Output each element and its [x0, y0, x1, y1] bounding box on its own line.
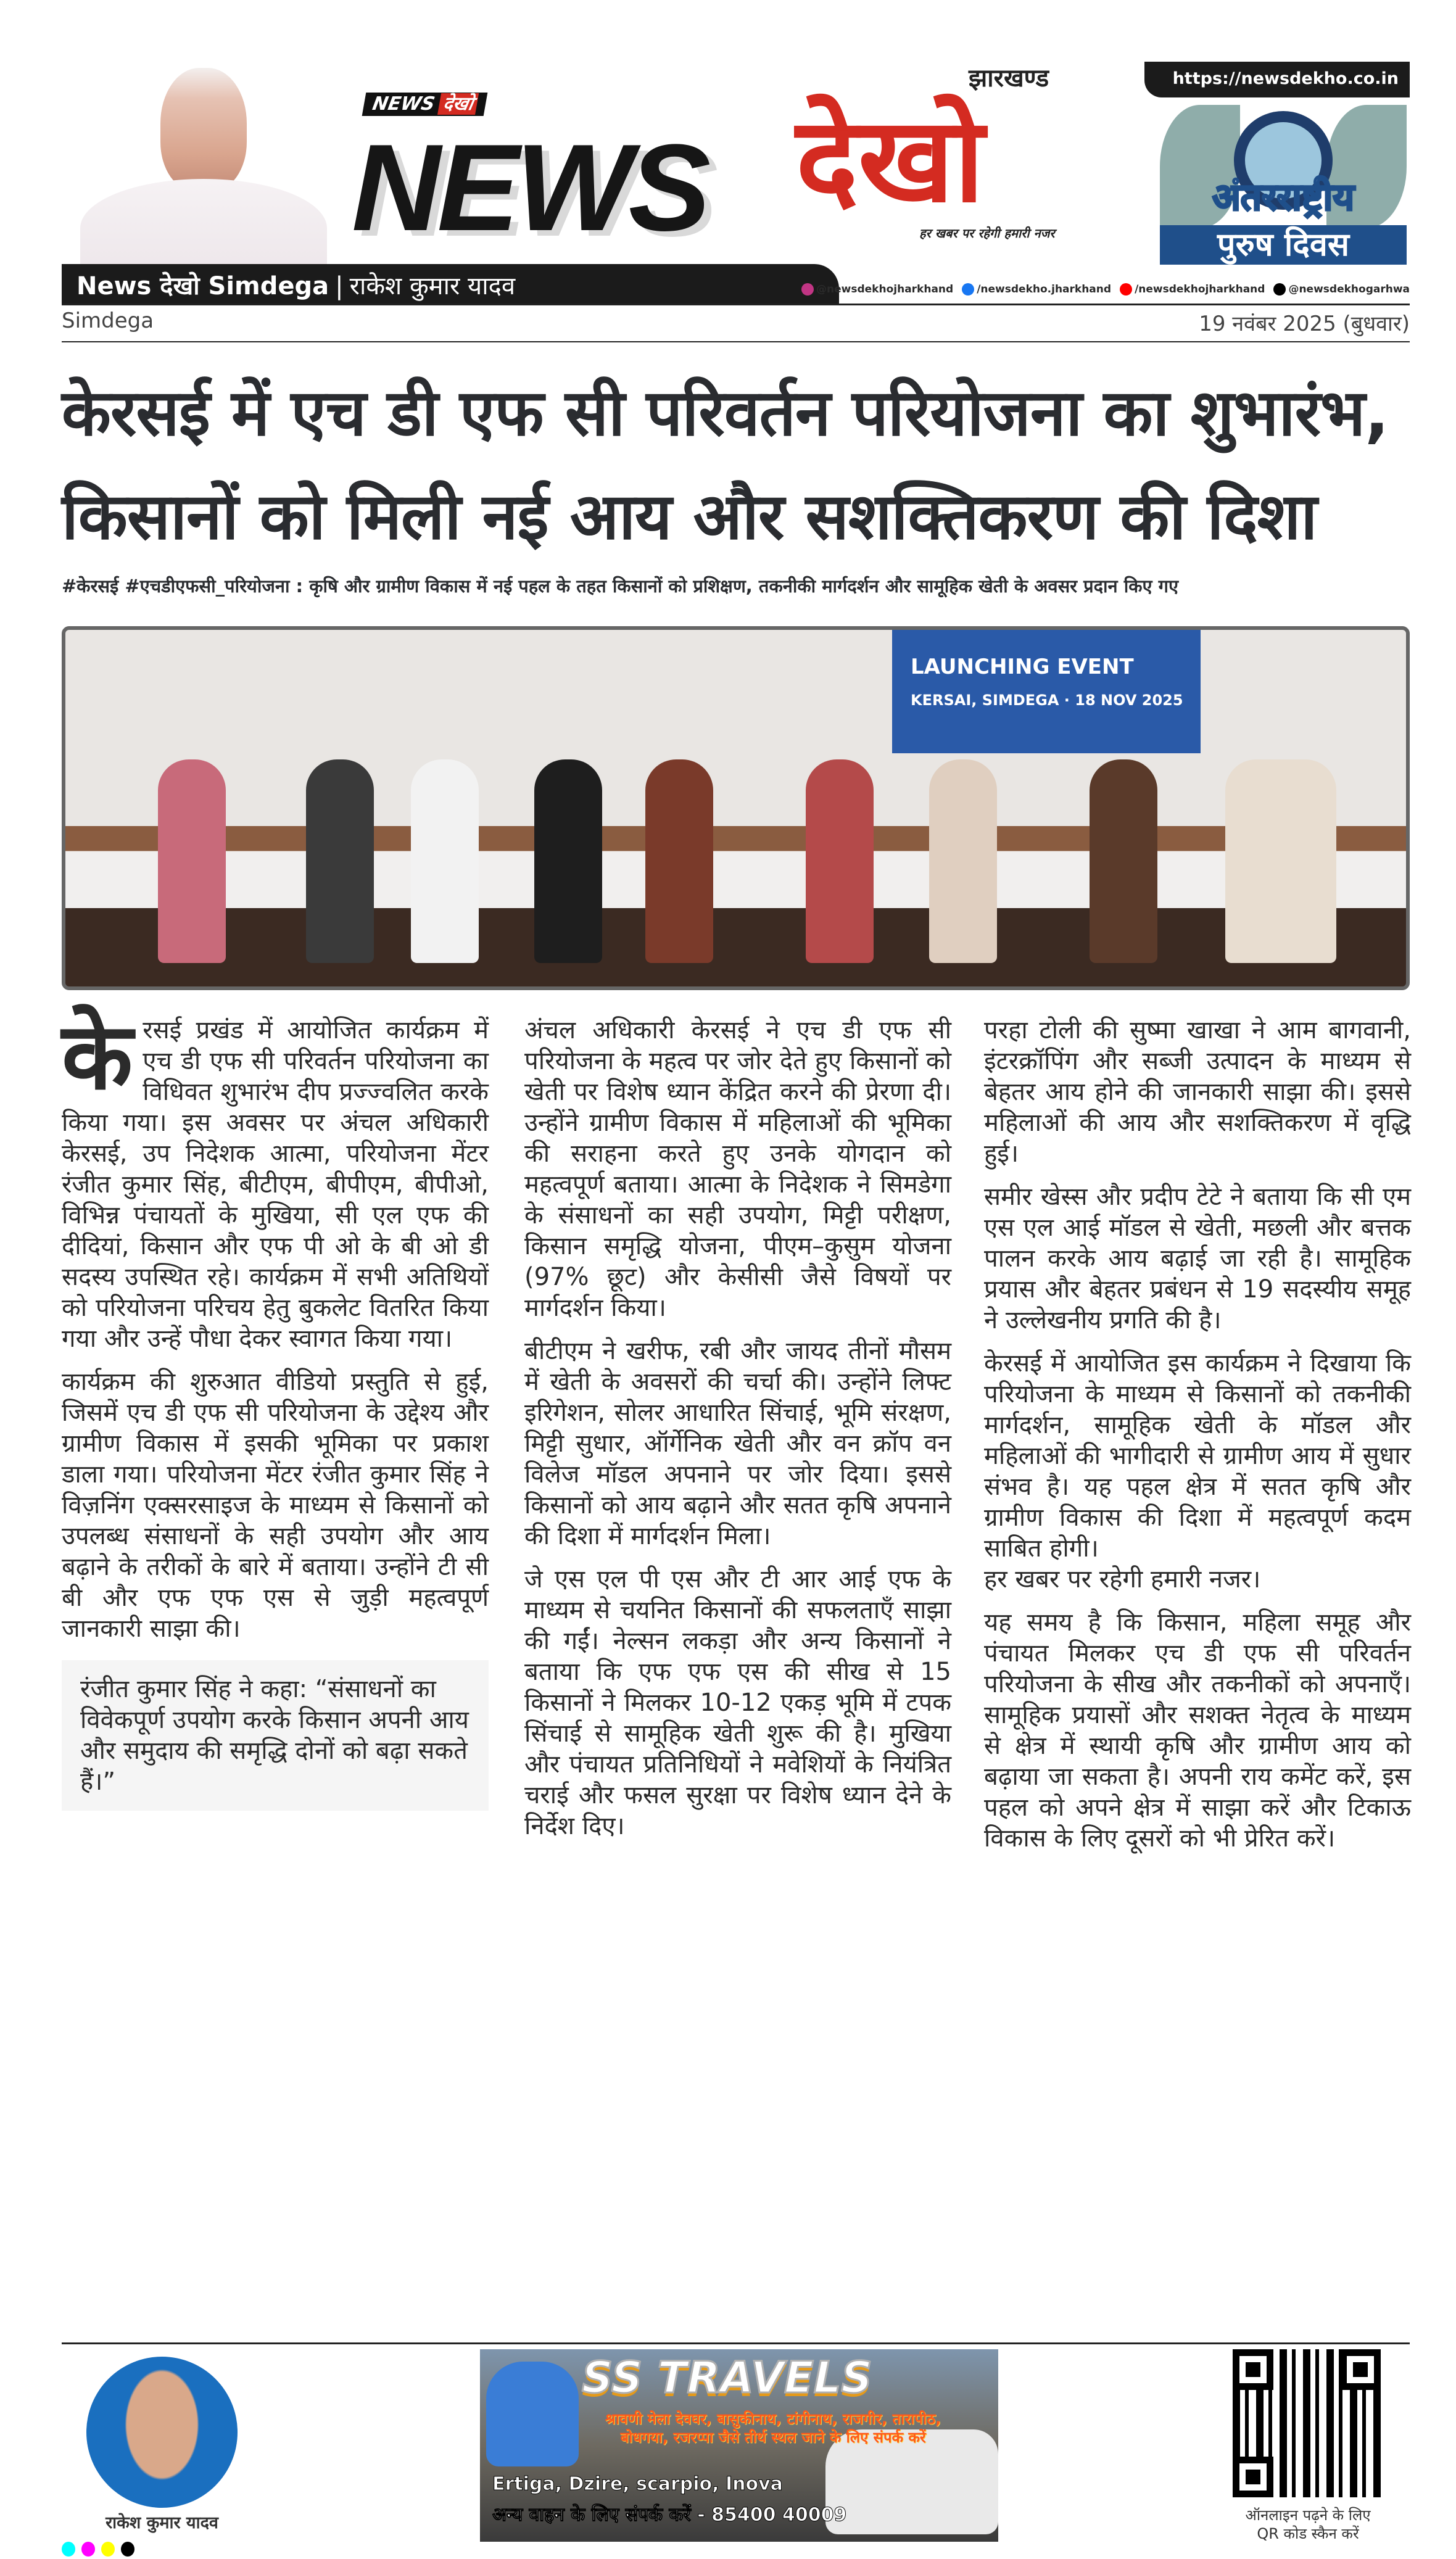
date: 19 नवंबर 2025 (बुधवार) [1199, 312, 1410, 336]
paragraph: समीर खेस्स और प्रदीप टेटे ने बताया कि सी एम एस एल आई मॉडल से खेती, मछली और बत्तक पालन करके आय बढ़ाई जा रही है। सामूहिक प्रयास और बेहतर प्रबंधन से 19 सदस्यीय समूह ने उल्लेखनीय प्रगति की है। [984, 1183, 1411, 1334]
paragraph-text: रसई प्रखंड में आयोजित कार्यक्रम में एच डी एफ सी परिवर्तन परियोजना का विधिवत शुभारंभ दीप प्रज्ज्वलित करके किया गया। इस अवसर पर अंचल अधिकारी केरसई, उप निदेशक आत्मा, परियोजना मेंटर रंजीत कुमार सिंह, बीटीएम, बीपीएम, बीपीओ, विभिन्न पंचायतों के मुखिया, सी एल एफ की दीदियां, किसान और एफ पी ओ के बी ओ डी सदस्य उपस्थित रहे। कार्यक्रम में सभी अतिथियों को परियोजना परिचय हेतु बुकलेट वितरित किया गया और उन्हें पौधा देकर स्वागत किया गया। [62, 1016, 489, 1353]
emblem-line2: पुरुष दिवस [1160, 225, 1407, 265]
cyan-dot [62, 2542, 75, 2557]
reporter-avatar [86, 2357, 238, 2508]
logo-state: झारखण्ड [969, 64, 1049, 93]
paragraph: अंचल अधिकारी केरसई ने एच डी एफ सी परियोजना के महत्व पर जोर देते हुए किसानों को खेती पर विशेष ध्यान केंद्रित करने की प्रेरणा दी। उन्होंने ग्रामीण विकास में महिलाओं की भूमिका की सराहना करते हुए उनके योगदान को महत्वपूर्ण बताया। आत्मा के निदेशक ने सिमडेगा के संसाधनों का सही उपयोग, मिट्टी परीक्षण, किसान समृद्धि योजना, पीएम–कुसुम योजना (97% छूट) और केसीसी जैसे विषयों पर मार्गदर्शन किया। [524, 1016, 951, 1322]
paragraph: बीटीएम ने खरीफ, रबी और जायद तीनों मौसम में खेती के अवसरों की चर्चा की। उन्होंने लिफ्ट इरिगेशन, सोलर आधारित सिंचाई, भूमि संरक्षण, मिट्टी सुधार, ऑर्गेनिक खेती और वन क्रॉप वन विलेज मॉडल अपनाने पर जोर दिया। इससे किसानों को आय बढ़ाने और सतत कृषि अपनाने की दिशा में मार्गदर्शन मिला। [524, 1337, 951, 1550]
qr-caption-line1: ऑनलाइन पढ़ने के लिए [1245, 2507, 1371, 2524]
social-x[interactable] [1273, 283, 1410, 296]
ad-vehicles: Ertiga, Dzire, scarpio, Inova [492, 2473, 783, 2495]
banner-sub: KERSAI, SIMDEGA · 18 NOV 2025 [911, 692, 1183, 709]
youtube-icon [1120, 283, 1132, 296]
mini-logo-news: NEWS [371, 93, 437, 115]
edition-bar [62, 264, 839, 304]
header-rule [62, 304, 1410, 305]
social-instagram[interactable] [801, 283, 953, 296]
location: Simdega [62, 308, 154, 333]
edition-name: News देखो Simdega [77, 272, 329, 300]
facebook-icon [962, 283, 974, 296]
ad-title: SS TRAVELS [582, 2352, 872, 2403]
social-handle: @newsdekhojharkhand [816, 283, 954, 296]
separator: | [335, 272, 344, 300]
paragraph: परहा टोली की सुष्मा खाखा ने आम बागवानी, इंटरक्रॉपिंग और सब्जी उत्पादन के माध्यम से बेहतर आय होने की जानकारी साझा की। इससे महिलाओं की आय और सशक्तिकरण में वृद्धि हुई। [984, 1016, 1411, 1168]
article-column-3 [984, 1015, 1411, 1866]
mens-day-emblem [1160, 105, 1407, 268]
qr-code[interactable] [1233, 2349, 1381, 2497]
tagline-paragraph: हर खबर पर रहेगी हमारी नजर। [984, 1565, 1261, 1594]
pull-quote: रंजीत कुमार सिंह ने कहा: “संसाधनों का विवेकपूर्ण उपयोग करके किसान अपनी आय और समुदाय की समृद्धि दोनों को बढ़ा सकते हैं।” [62, 1660, 489, 1811]
ad-places: श्रावणी मेला देवघर, बासुकीनाथ, टांगीनाथ, राजगीर, तारापीठ, बोधगया, रजरप्पा जैसे तीर्थ स्थल जाने के लिए संपर्क करें [605, 2410, 941, 2446]
paragraph [62, 1003, 489, 1354]
event-photo [62, 626, 1410, 990]
qr-caption [1215, 2506, 1400, 2543]
article-column-1 [62, 1003, 489, 1811]
banner-title: LAUNCHING EVENT [911, 655, 1134, 679]
social-facebook[interactable] [962, 283, 1111, 296]
social-youtube[interactable] [1120, 283, 1265, 296]
social-handle: /newsdekho.jharkhand [977, 283, 1112, 296]
qr-caption-line2: QR कोड स्कैन करें [1257, 2525, 1359, 2542]
magenta-dot [81, 2542, 95, 2557]
paragraph: यह समय है कि किसान, महिला समूह और पंचायत मिलकर एच डी एफ सी परिवर्तन परियोजना के सीख और तकनीकों को अपनाएँ। सामूहिक प्रयासों और सशक्त नेतृत्व के माध्यम से क्षेत्र में स्थायी कृषि और ग्रामीण आय को बढ़ाया जा सकता है। अपनी राय कमेंट करें, इस पहल को अपने क्षेत्र में साझा करें और टिकाऊ विकास के लिए दूसरों को भी प्रेरित करें। [984, 1608, 1411, 1853]
paragraph: कार्यक्रम की शुरुआत वीडियो प्रस्तुति से हुई, जिसमें एच डी एफ सी परियोजना के उद्देश्य और ग्रामीण विकास में इसकी भूमिका पर प्रकाश डाला गया। परियोजना मेंटर रंजीत कुमार सिंह ने विज़निंग एक्सरसाइज के माध्यम से किसानों को उपलब्ध संसाधनों के सही उपयोग और आय बढ़ाने के तरीकों के बारे में बताया। उन्होंने टी सी बी और एफ एफ एस से जुड़ी महत्वपूर्ण जानकारी साझा की। [62, 1368, 489, 1643]
social-handle: /newsdekhojharkhand [1135, 283, 1265, 296]
mini-logo [362, 93, 487, 116]
ss-travels-ad[interactable] [480, 2349, 998, 2542]
social-handles [816, 279, 1410, 300]
editor-portrait [68, 62, 333, 265]
article-column-2 [524, 1015, 951, 1854]
dateline [62, 308, 1410, 337]
black-dot [121, 2542, 134, 2557]
drop-cap: के [62, 1003, 133, 1110]
cmyk-registration-marks [62, 2542, 134, 2557]
x-icon [1273, 283, 1286, 296]
social-handle: @newsdekhogarhwa [1288, 283, 1410, 296]
ad-contact: अन्य वाहन के लिए संपर्क करें - 85400 40009 [492, 2504, 847, 2526]
footer-rule [62, 2342, 1410, 2344]
logo-dekho: देखो [796, 92, 985, 228]
paragraph: जे एस एल पी एस और टी आर आई एफ के माध्यम से चयनित किसानों की सफलताएँ साझा की गईं। नेल्सन लकड़ा और अन्य किसानों ने बताया कि एफ एफ एस की सीख से 15 किसानों ने मिलकर 10-12 एकड़ भूमि में टपक सिंचाई से सामूहिक खेती शुरू की है। मुखिया और पंचायत प्रतिनिधियों ने मवेशियों के नियंत्रित चराई और फसल सुरक्षा पर विशेष ध्यान देने के निर्देश दिए। [524, 1565, 951, 1840]
website-url[interactable]: https://newsdekho.co.in [1144, 62, 1410, 97]
photo-banner [892, 630, 1201, 753]
dateline-rule [62, 341, 1410, 342]
logo-tagline: हर खबर पर रहेगी हमारी नजर [919, 226, 1055, 241]
subheadline: #केरसई #एचडीएफसी_परियोजना : कृषि और ग्रामीण विकास में नई पहल के तहत किसानों को प्रशिक्षण, तकनीकी मार्गदर्शन और सामूहिक खेती के अवसर प्रदान किए गए [62, 576, 1179, 597]
mini-logo-dekho: देखो [437, 93, 478, 115]
yellow-dot [101, 2542, 115, 2557]
newsdekho-logo[interactable] [352, 64, 1123, 259]
logo-news: NEWS [352, 119, 707, 257]
headline: केरसई में एच डी एफ सी परिवर्तन परियोजना का शुभारंभ, किसानों को मिली नई आय और सशक्तिकरण की दिशा [62, 375, 1389, 554]
emblem-line1: अंतरराष्ट्रीय [1212, 176, 1355, 219]
instagram-icon [801, 283, 814, 296]
reporter-caption: राकेश कुमार यादव [105, 2513, 218, 2532]
reporter-name: राकेश कुमार यादव [349, 272, 516, 300]
paragraph: केरसई में आयोजित इस कार्यक्रम ने दिखाया कि परियोजना के माध्यम से किसानों को तकनीकी मार्गदर्शन, सामूहिक खेती के मॉडल और महिलाओं की भागीदारी से ग्रामीण आय में सुधार संभव है। यह पहल क्षेत्र में सतत कृषि और ग्रामीण विकास की दिशा में महत्वपूर्ण कदम साबित होगी। [984, 1349, 1411, 1563]
deity-image [486, 2362, 579, 2466]
